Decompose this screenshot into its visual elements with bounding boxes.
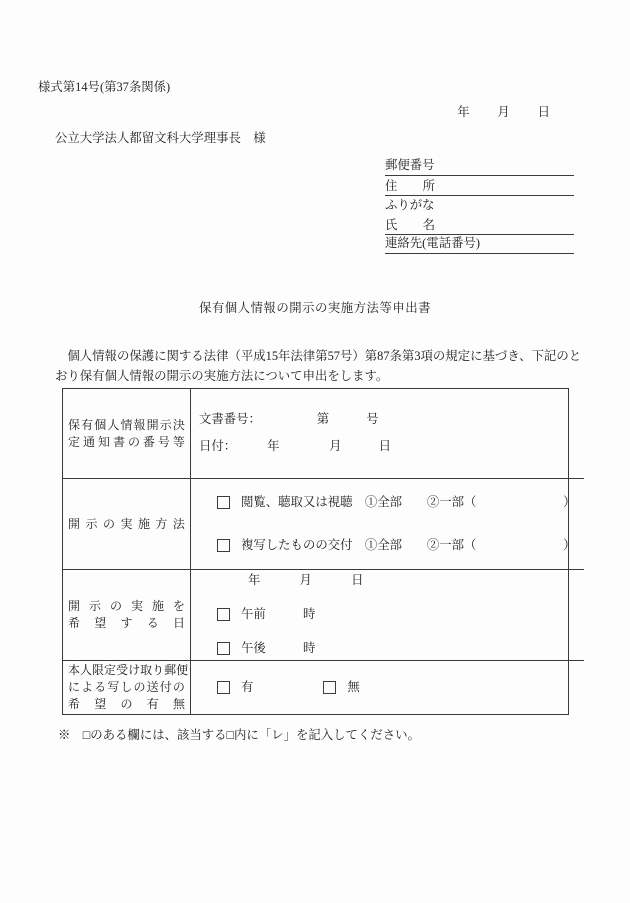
date-line: 年 月 日	[457, 105, 551, 119]
header-line: 定 通 知 書 の 番 号 等	[68, 434, 185, 449]
field-label: ふりがな	[385, 198, 435, 213]
checkbox-icon	[217, 496, 230, 509]
body-paragraph	[55, 346, 582, 386]
field-address	[385, 176, 574, 195]
row-header-desired-date	[63, 569, 191, 660]
header-line: 開 示 の 実 施 を	[68, 599, 185, 613]
field-postal-code	[385, 157, 574, 176]
yes-no-options	[199, 679, 576, 697]
header-line: 開 示 の 実 施 方 法	[68, 516, 185, 531]
checkbox-icon	[217, 539, 230, 552]
form-number: 様式第14号(第37条関係)	[38, 80, 171, 94]
footnote: ※ □のある欄には、該当する□内に「レ」を記入してください。	[58, 728, 420, 742]
option-label: 有	[241, 679, 254, 694]
body-line: 個人情報の保護に関する法律（平成15年法律第57号）第87条第3項の規定に基づき、下記のと	[67, 349, 582, 363]
option-label: 無	[347, 679, 360, 694]
field-contact-phone	[385, 235, 574, 254]
option-am	[217, 606, 576, 624]
checkbox-icon	[217, 608, 230, 621]
checkbox-icon	[217, 642, 230, 655]
row-header-registered-mail	[63, 660, 191, 714]
option-label: 午前 時	[241, 607, 316, 621]
header-line: 希 望 の 有 無	[68, 697, 185, 711]
header-line: 本 人 限 定 受 け 取 り 郵 便	[68, 663, 189, 677]
row-header-notice-number	[63, 389, 191, 478]
doc-date-line: 日付： 年 月 日	[199, 439, 392, 453]
field-label: 氏 名	[385, 217, 435, 232]
option-pm	[217, 640, 576, 658]
cell-desired-date	[191, 569, 584, 660]
applicant-contact-block	[385, 157, 574, 254]
header-line: 希 望 す る 日	[68, 616, 185, 630]
cell-notice-number	[191, 389, 584, 478]
option-copy-delivery	[217, 537, 576, 555]
document-title: 保有個人情報の開示の実施方法等申出書	[198, 301, 432, 315]
field-furigana	[385, 196, 574, 215]
field-label: 連絡先(電話番号)	[385, 235, 480, 250]
header-line: 保 有 個 人 情 報 開 示 決	[68, 417, 185, 432]
cell-registered-mail	[191, 660, 584, 714]
body-line: おり保有個人情報の開示の実施方法について申出をします。	[55, 369, 389, 383]
option-view-listen	[217, 494, 576, 512]
option-label: 午後 時	[241, 640, 316, 655]
doc-number-line: 文書番号： 第 号	[199, 412, 379, 427]
row-header-method	[63, 478, 191, 569]
header-line: に よ る 写 し の 送 付 の	[68, 680, 185, 694]
option-label: 閲覧、聴取又は視聴 ①全部 ②一部（ ）	[241, 494, 576, 509]
field-label: 郵便番号	[385, 158, 435, 173]
cell-method-options	[191, 478, 584, 569]
option-label: 複写したものの交付 ①全部 ②一部（ ）	[241, 537, 576, 552]
option-yes	[217, 679, 253, 697]
checkbox-icon	[323, 681, 336, 694]
field-label: 住 所	[385, 178, 435, 193]
date-header-line: 年 月 日	[248, 573, 365, 588]
form-table	[62, 388, 576, 715]
checkbox-icon	[217, 681, 230, 694]
field-name	[385, 215, 574, 234]
addressee-line: 公立大学法人都留文科大学理事長 様	[55, 131, 266, 145]
option-no	[323, 679, 359, 697]
